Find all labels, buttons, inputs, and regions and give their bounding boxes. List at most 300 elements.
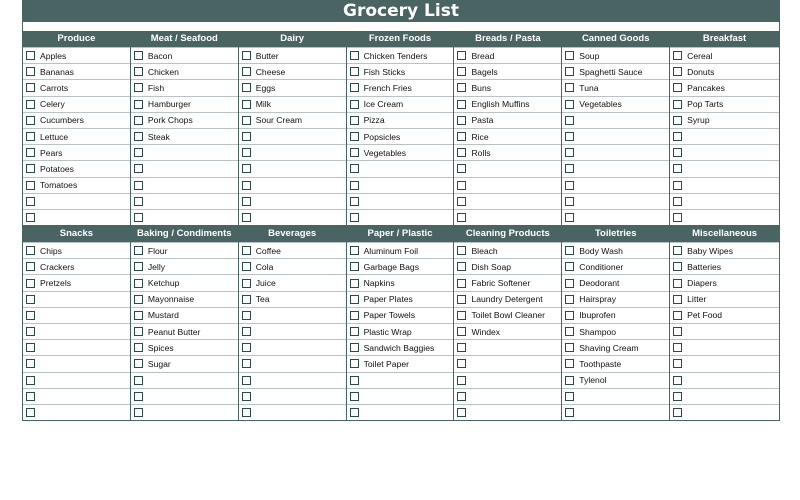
- category-column-meat-seafood: [131, 31, 239, 225]
- checkbox[interactable]: [565, 132, 574, 141]
- list-item: [454, 128, 561, 144]
- list-item: [131, 355, 238, 371]
- list-item: [454, 404, 561, 420]
- checkbox[interactable]: [673, 408, 682, 417]
- list-item: [239, 258, 346, 274]
- category-header: Meat / Seafood: [131, 31, 238, 47]
- list-item: [670, 112, 779, 128]
- list-item: [131, 339, 238, 355]
- item-label: Toilet Paper: [363, 358, 409, 369]
- category-header: Paper / Plastic: [347, 226, 454, 242]
- checkbox[interactable]: [242, 132, 251, 141]
- checkbox[interactable]: [242, 262, 251, 271]
- checkbox[interactable]: [350, 246, 359, 255]
- checkbox[interactable]: [350, 279, 359, 288]
- list-item: [670, 404, 779, 420]
- checkbox[interactable]: [26, 83, 35, 92]
- checkbox[interactable]: [26, 311, 35, 320]
- item-label: Bread: [471, 50, 495, 61]
- checkbox[interactable]: [134, 181, 143, 190]
- item-label: Pears: [40, 147, 63, 158]
- checkbox[interactable]: [134, 67, 143, 76]
- checkbox[interactable]: [350, 343, 359, 352]
- checkbox[interactable]: [26, 51, 35, 60]
- checkbox[interactable]: [26, 327, 35, 336]
- item-label: Bacon: [147, 50, 173, 61]
- checkbox[interactable]: [673, 213, 682, 222]
- checkbox[interactable]: [242, 83, 251, 92]
- category-column-canned-goods: [562, 31, 670, 225]
- checkbox[interactable]: [673, 327, 682, 336]
- checkbox[interactable]: [565, 262, 574, 271]
- checkbox[interactable]: [457, 295, 466, 304]
- list-item: [131, 258, 238, 274]
- checkbox[interactable]: [26, 116, 35, 125]
- list-item: [670, 307, 779, 323]
- checkbox[interactable]: [673, 148, 682, 157]
- item-label: Pet Food: [687, 310, 723, 321]
- checkbox[interactable]: [457, 279, 466, 288]
- list-item: [23, 63, 130, 79]
- checkbox[interactable]: [242, 376, 251, 385]
- item-label: Milk: [255, 99, 271, 110]
- list-item: [562, 339, 669, 355]
- list-item: [562, 242, 669, 258]
- checkbox[interactable]: [242, 51, 251, 60]
- checkbox[interactable]: [457, 408, 466, 417]
- item-label: Garbage Bags: [363, 261, 419, 272]
- checkbox[interactable]: [565, 408, 574, 417]
- checkbox[interactable]: [26, 132, 35, 141]
- list-item: [347, 128, 454, 144]
- checkbox[interactable]: [350, 392, 359, 401]
- checkbox[interactable]: [134, 262, 143, 271]
- checkbox[interactable]: [242, 67, 251, 76]
- category-column-beverages: [239, 226, 347, 420]
- list-item: [670, 372, 779, 388]
- list-item: [562, 160, 669, 176]
- list-item: [562, 112, 669, 128]
- list-item: [131, 177, 238, 193]
- list-item: [454, 96, 561, 112]
- checkbox[interactable]: [350, 295, 359, 304]
- list-item: [670, 160, 779, 176]
- list-item: [347, 339, 454, 355]
- checkbox[interactable]: [350, 116, 359, 125]
- list-item: [454, 177, 561, 193]
- checkbox[interactable]: [242, 392, 251, 401]
- checkbox[interactable]: [673, 311, 682, 320]
- checkbox[interactable]: [134, 279, 143, 288]
- checkbox[interactable]: [673, 295, 682, 304]
- checkbox[interactable]: [565, 67, 574, 76]
- checkbox[interactable]: [673, 246, 682, 255]
- list-item: [454, 209, 561, 225]
- list-item: [239, 307, 346, 323]
- checkbox[interactable]: [134, 51, 143, 60]
- checkbox[interactable]: [457, 376, 466, 385]
- checkbox[interactable]: [134, 343, 143, 352]
- item-label: Cucumbers: [40, 115, 84, 126]
- checkbox[interactable]: [565, 213, 574, 222]
- checkbox[interactable]: [242, 279, 251, 288]
- checkbox[interactable]: [565, 164, 574, 173]
- list-item: [23, 372, 130, 388]
- list-item: [131, 307, 238, 323]
- checkbox[interactable]: [134, 311, 143, 320]
- list-item: [131, 388, 238, 404]
- checkbox[interactable]: [134, 100, 143, 109]
- item-label: Lettuce: [40, 131, 69, 142]
- list-item: [347, 372, 454, 388]
- list-item: [23, 160, 130, 176]
- item-label: Mustard: [147, 310, 179, 321]
- category-column-cleaning-products: [454, 226, 562, 420]
- item-label: Dish Soap: [471, 261, 512, 272]
- list-item: [131, 242, 238, 258]
- checkbox[interactable]: [26, 100, 35, 109]
- item-label: Paper Plates: [363, 294, 413, 305]
- category-column-produce: [23, 31, 131, 225]
- list-item: [347, 193, 454, 209]
- item-label: Tomatoes: [40, 180, 78, 191]
- list-item: [347, 388, 454, 404]
- checkbox[interactable]: [457, 262, 466, 271]
- item-label: Cola: [255, 261, 274, 272]
- checkbox[interactable]: [673, 376, 682, 385]
- category-header: Snacks: [23, 226, 130, 242]
- checkbox[interactable]: [26, 67, 35, 76]
- checkbox[interactable]: [673, 197, 682, 206]
- item-label: Sugar: [147, 358, 171, 369]
- checkbox[interactable]: [350, 262, 359, 271]
- checkbox[interactable]: [673, 164, 682, 173]
- list-item: [562, 258, 669, 274]
- checkbox[interactable]: [673, 262, 682, 271]
- checkbox[interactable]: [673, 116, 682, 125]
- checkbox[interactable]: [350, 67, 359, 76]
- checkbox[interactable]: [350, 100, 359, 109]
- checkbox[interactable]: [350, 164, 359, 173]
- item-label: Flour: [147, 245, 168, 256]
- checkbox[interactable]: [26, 213, 35, 222]
- checkbox[interactable]: [350, 213, 359, 222]
- list-item: [131, 404, 238, 420]
- category-header: Beverages: [239, 226, 346, 242]
- list-item: [23, 242, 130, 258]
- list-item: [347, 209, 454, 225]
- checkbox[interactable]: [457, 148, 466, 157]
- checkbox[interactable]: [457, 213, 466, 222]
- list-item: [347, 323, 454, 339]
- checkbox[interactable]: [242, 213, 251, 222]
- checkbox[interactable]: [350, 83, 359, 92]
- checkbox[interactable]: [457, 197, 466, 206]
- checkbox[interactable]: [565, 51, 574, 60]
- list-item: [239, 209, 346, 225]
- checkbox[interactable]: [673, 279, 682, 288]
- checkbox[interactable]: [673, 359, 682, 368]
- list-item: [347, 258, 454, 274]
- item-label: Paper Towels: [363, 310, 416, 321]
- checkbox[interactable]: [26, 181, 35, 190]
- checkbox[interactable]: [673, 100, 682, 109]
- checkbox[interactable]: [565, 327, 574, 336]
- item-label: Popsicles: [363, 131, 401, 142]
- checkbox[interactable]: [457, 67, 466, 76]
- checkbox[interactable]: [457, 392, 466, 401]
- checkbox[interactable]: [565, 343, 574, 352]
- list-item: [670, 339, 779, 355]
- checkbox[interactable]: [457, 116, 466, 125]
- checkbox[interactable]: [242, 295, 251, 304]
- checkbox[interactable]: [242, 343, 251, 352]
- list-item: [131, 112, 238, 128]
- list-item: [23, 209, 130, 225]
- checkbox[interactable]: [565, 116, 574, 125]
- checkbox[interactable]: [134, 116, 143, 125]
- item-label: Conditioner: [579, 261, 624, 272]
- item-label: Tea: [255, 294, 270, 305]
- checkbox[interactable]: [242, 100, 251, 109]
- list-item: [239, 128, 346, 144]
- category-column-frozen-foods: [347, 31, 455, 225]
- item-label: Pizza: [363, 115, 385, 126]
- list-section-1: [22, 31, 780, 226]
- checkbox[interactable]: [673, 83, 682, 92]
- list-item: [23, 112, 130, 128]
- item-label: Chicken Tenders: [363, 50, 428, 61]
- category-column-snacks: [23, 226, 131, 420]
- checkbox[interactable]: [26, 408, 35, 417]
- checkbox[interactable]: [565, 100, 574, 109]
- item-label: Fish Sticks: [363, 66, 406, 77]
- checkbox[interactable]: [26, 279, 35, 288]
- category-header: Breakfast: [670, 31, 779, 47]
- checkbox[interactable]: [26, 376, 35, 385]
- checkbox[interactable]: [26, 392, 35, 401]
- checkbox[interactable]: [350, 181, 359, 190]
- item-label: Shampoo: [579, 326, 617, 337]
- list-item: [23, 258, 130, 274]
- checkbox[interactable]: [242, 408, 251, 417]
- checkbox[interactable]: [26, 164, 35, 173]
- item-label: Laundry Detergent: [471, 294, 543, 305]
- checkbox[interactable]: [134, 132, 143, 141]
- item-label: Rolls: [471, 147, 491, 158]
- checkbox[interactable]: [134, 376, 143, 385]
- checkbox[interactable]: [457, 132, 466, 141]
- category-header: Dairy: [239, 31, 346, 47]
- checkbox[interactable]: [457, 181, 466, 190]
- checkbox[interactable]: [242, 116, 251, 125]
- list-item: [454, 160, 561, 176]
- list-item: [23, 404, 130, 420]
- checkbox[interactable]: [350, 359, 359, 368]
- checkbox[interactable]: [673, 343, 682, 352]
- list-item: [454, 47, 561, 63]
- checkbox[interactable]: [457, 359, 466, 368]
- list-item: [562, 144, 669, 160]
- item-label: Ice Cream: [363, 99, 404, 110]
- list-item: [562, 177, 669, 193]
- item-label: English Muffins: [471, 99, 530, 110]
- category-header: Miscellaneous: [670, 226, 779, 242]
- list-item: [562, 274, 669, 290]
- checkbox[interactable]: [565, 197, 574, 206]
- checkbox[interactable]: [134, 164, 143, 173]
- checkbox[interactable]: [350, 148, 359, 157]
- checkbox[interactable]: [242, 181, 251, 190]
- checkbox[interactable]: [350, 197, 359, 206]
- item-label: Toothpaste: [579, 358, 622, 369]
- checkbox[interactable]: [565, 181, 574, 190]
- checkbox[interactable]: [565, 295, 574, 304]
- checkbox[interactable]: [673, 181, 682, 190]
- list-item: [131, 47, 238, 63]
- grocery-list-sheet: [22, 0, 780, 421]
- checkbox[interactable]: [457, 246, 466, 255]
- checkbox[interactable]: [673, 67, 682, 76]
- checkbox[interactable]: [457, 83, 466, 92]
- list-item: [670, 355, 779, 371]
- checkbox[interactable]: [565, 376, 574, 385]
- checkbox[interactable]: [134, 246, 143, 255]
- checkbox[interactable]: [134, 213, 143, 222]
- checkbox[interactable]: [457, 164, 466, 173]
- item-label: Eggs: [255, 82, 276, 93]
- checkbox[interactable]: [350, 51, 359, 60]
- checkbox[interactable]: [565, 246, 574, 255]
- checkbox[interactable]: [26, 148, 35, 157]
- checkbox[interactable]: [242, 246, 251, 255]
- checkbox[interactable]: [457, 327, 466, 336]
- item-label: Buns: [471, 82, 492, 93]
- item-label: Juice: [255, 278, 276, 289]
- checkbox[interactable]: [26, 197, 35, 206]
- checkbox[interactable]: [457, 51, 466, 60]
- item-label: Baby Wipes: [687, 245, 734, 256]
- checkbox[interactable]: [134, 408, 143, 417]
- checkbox[interactable]: [242, 148, 251, 157]
- checkbox[interactable]: [134, 148, 143, 157]
- list-item: [239, 79, 346, 95]
- checkbox[interactable]: [134, 359, 143, 368]
- checkbox[interactable]: [26, 295, 35, 304]
- checkbox[interactable]: [26, 359, 35, 368]
- list-item: [239, 112, 346, 128]
- list-item: [239, 193, 346, 209]
- list-item: [670, 323, 779, 339]
- checkbox[interactable]: [457, 311, 466, 320]
- list-item: [454, 355, 561, 371]
- checkbox[interactable]: [565, 279, 574, 288]
- checkbox[interactable]: [565, 359, 574, 368]
- checkbox[interactable]: [350, 376, 359, 385]
- list-item: [23, 193, 130, 209]
- checkbox[interactable]: [565, 148, 574, 157]
- checkbox[interactable]: [565, 311, 574, 320]
- item-label: Donuts: [687, 66, 715, 77]
- checkbox[interactable]: [134, 392, 143, 401]
- checkbox[interactable]: [134, 327, 143, 336]
- checkbox[interactable]: [457, 343, 466, 352]
- list-item: [562, 96, 669, 112]
- checkbox[interactable]: [134, 197, 143, 206]
- list-item: [131, 79, 238, 95]
- item-label: Diapers: [687, 278, 717, 289]
- list-item: [670, 274, 779, 290]
- checkbox[interactable]: [350, 311, 359, 320]
- list-item: [131, 160, 238, 176]
- list-item: [670, 209, 779, 225]
- checkbox[interactable]: [242, 164, 251, 173]
- item-label: Pop Tarts: [687, 99, 724, 110]
- checkbox[interactable]: [565, 83, 574, 92]
- checkbox[interactable]: [242, 359, 251, 368]
- checkbox[interactable]: [242, 311, 251, 320]
- item-label: Spices: [147, 342, 174, 353]
- list-item: [239, 63, 346, 79]
- item-label: Syrup: [687, 115, 710, 126]
- checkbox[interactable]: [242, 327, 251, 336]
- list-item: [347, 112, 454, 128]
- checkbox[interactable]: [26, 262, 35, 271]
- list-item: [131, 128, 238, 144]
- list-item: [562, 372, 669, 388]
- list-item: [131, 291, 238, 307]
- item-label: Ketchup: [147, 278, 180, 289]
- checkbox[interactable]: [673, 392, 682, 401]
- checkbox[interactable]: [673, 51, 682, 60]
- checkbox[interactable]: [350, 408, 359, 417]
- list-item: [670, 144, 779, 160]
- category-header: Breads / Pasta: [454, 31, 561, 47]
- item-label: Cheese: [255, 66, 286, 77]
- list-item: [562, 209, 669, 225]
- list-item: [454, 79, 561, 95]
- category-header: Canned Goods: [562, 31, 669, 47]
- checkbox[interactable]: [134, 83, 143, 92]
- list-item: [347, 291, 454, 307]
- list-item: [347, 47, 454, 63]
- checkbox[interactable]: [134, 295, 143, 304]
- item-label: Bananas: [40, 66, 74, 77]
- checkbox[interactable]: [26, 343, 35, 352]
- checkbox[interactable]: [350, 132, 359, 141]
- checkbox[interactable]: [26, 246, 35, 255]
- list-item: [239, 372, 346, 388]
- category-header: Cleaning Products: [454, 226, 561, 242]
- checkbox[interactable]: [673, 132, 682, 141]
- list-item: [131, 193, 238, 209]
- list-item: [239, 242, 346, 258]
- category-header: Baking / Condiments: [131, 226, 238, 242]
- list-item: [23, 339, 130, 355]
- list-item: [131, 274, 238, 290]
- checkbox[interactable]: [457, 100, 466, 109]
- item-label: Pretzels: [40, 278, 72, 289]
- item-label: Windex: [471, 326, 501, 337]
- list-item: [562, 404, 669, 420]
- category-column-toiletries: [562, 226, 670, 420]
- checkbox[interactable]: [565, 392, 574, 401]
- list-item: [131, 96, 238, 112]
- checkbox[interactable]: [242, 197, 251, 206]
- category-header: Produce: [23, 31, 130, 47]
- checkbox[interactable]: [350, 327, 359, 336]
- item-label: Jelly: [147, 261, 166, 272]
